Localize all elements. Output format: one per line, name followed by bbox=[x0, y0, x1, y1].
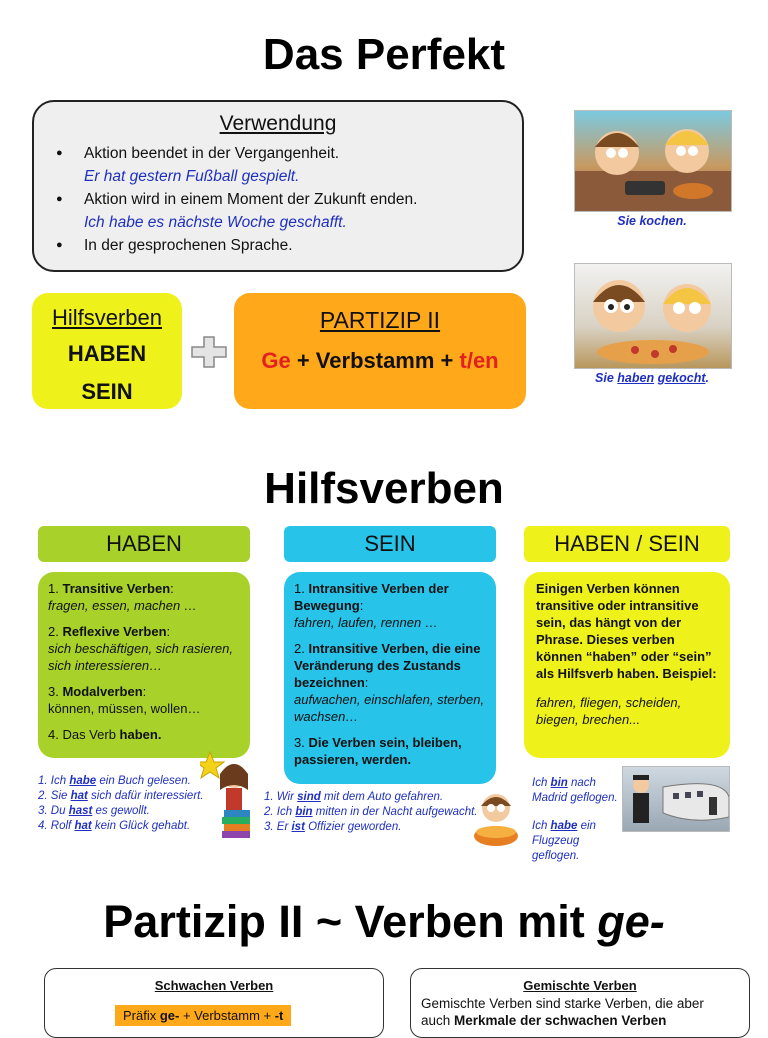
hilfsverb-haben: HABEN bbox=[67, 341, 147, 366]
rule-text: Präfix ge- + Verbstamm + -t bbox=[115, 1005, 291, 1026]
list-item: 2. Sie hat sich dafür interessiert. bbox=[38, 790, 204, 802]
hilfsverb-sein: SEIN bbox=[81, 379, 133, 404]
plus-icon bbox=[190, 335, 228, 369]
gemischte-verben-box bbox=[410, 968, 750, 1038]
girl-with-books-icon bbox=[200, 750, 256, 846]
list-item: Madrid geflogen. bbox=[532, 792, 618, 804]
sein-header: SEIN bbox=[284, 526, 496, 562]
list-item: 4. Rolf hat kein Glück gehabt. bbox=[38, 820, 191, 832]
verwendung-list bbox=[54, 142, 417, 257]
partizip-formula: Ge + Verbstamm + t/en bbox=[261, 348, 499, 373]
partizip-title: PARTIZIP II bbox=[319, 307, 441, 333]
list-item: ● Aktion beendet in der Vergangenheit. bbox=[54, 142, 417, 165]
sein-card: 1. Intransitive Verben der Bewegung: fahren, laufen, rennen … 2. Intransitive Verben, die eine Veränderung des Zustands bezeichnen: aufwachen, einschlafen, sterben, wachsen… 3. Die Verben sein, bleiben, passieren, werden. bbox=[284, 572, 496, 784]
box-title: Schwachen Verben bbox=[154, 978, 274, 993]
list-item: 2. Ich bin mitten in der Nacht aufgewacht. bbox=[264, 806, 478, 818]
haben-sein-examples bbox=[532, 776, 628, 864]
verwendung-box bbox=[32, 100, 524, 272]
image-caption: Sie kochen. bbox=[617, 214, 687, 228]
box-title: Gemischte Verben bbox=[523, 978, 637, 993]
section-title: Hilfsverben bbox=[264, 464, 504, 513]
list-item-example: Ich habe es nächste Woche geschafft. bbox=[84, 214, 347, 231]
haben-sein-header: HABEN / SEIN bbox=[524, 526, 730, 562]
hilfsverben-box bbox=[32, 293, 182, 409]
list-item: Ich bin nach bbox=[532, 777, 596, 789]
list-item: 1. Wir sind mit dem Auto gefahren. bbox=[264, 791, 444, 803]
haben-card: 1. Transitive Verben: fragen, essen, machen … 2. Reflexive Verben: sich beschäftigen, sich rasieren, sich interessieren… 3. Modalverben: können, müssen, wollen… 4. Das Verb haben. bbox=[38, 572, 250, 758]
page-title: Das Perfekt bbox=[262, 30, 506, 79]
list-item: ● Aktion wird in einem Moment der Zukunft enden. bbox=[54, 188, 417, 211]
sein-examples bbox=[264, 790, 494, 835]
box-text: Gemischte Verben sind starke Verben, die aber auch Merkmale der schwachen Verben bbox=[421, 996, 704, 1028]
list-item: 3. Du hast es gewollt. bbox=[38, 805, 150, 817]
list-item: Ich habe ein bbox=[532, 820, 596, 832]
partizip-box bbox=[234, 293, 526, 409]
verwendung-title: Verwendung bbox=[219, 112, 337, 135]
section-title: Partizip II ~ Verben mit ge- bbox=[103, 896, 665, 947]
cooked-image bbox=[574, 263, 732, 369]
haben-sein-card: Einigen Verben können transitive oder intransitive sein, das hängt von der Phrase. Dieses verben können “haben” oder “sein” als Hilfsverb haben. Beispiel: fahren, fliegen, scheiden, biegen, brechen... bbox=[524, 572, 730, 758]
haben-header: HABEN bbox=[38, 526, 250, 562]
list-item-example: Er hat gestern Fußball gespielt. bbox=[84, 168, 300, 185]
pilot-airplane-image bbox=[622, 766, 730, 832]
list-item: Flugzeug geflogen. bbox=[532, 835, 580, 862]
cooking-image bbox=[574, 110, 732, 212]
image-caption: Sie haben gekocht. bbox=[595, 371, 709, 385]
list-item: 1. Ich habe ein Buch gelesen. bbox=[38, 775, 191, 787]
list-item: ● In der gesprochenen Sprache. bbox=[54, 234, 417, 257]
schwache-verben-box bbox=[44, 968, 384, 1038]
hilfsverben-title: Hilfsverben bbox=[51, 305, 163, 330]
list-item: 3. Er ist Offizier geworden. bbox=[264, 821, 402, 833]
